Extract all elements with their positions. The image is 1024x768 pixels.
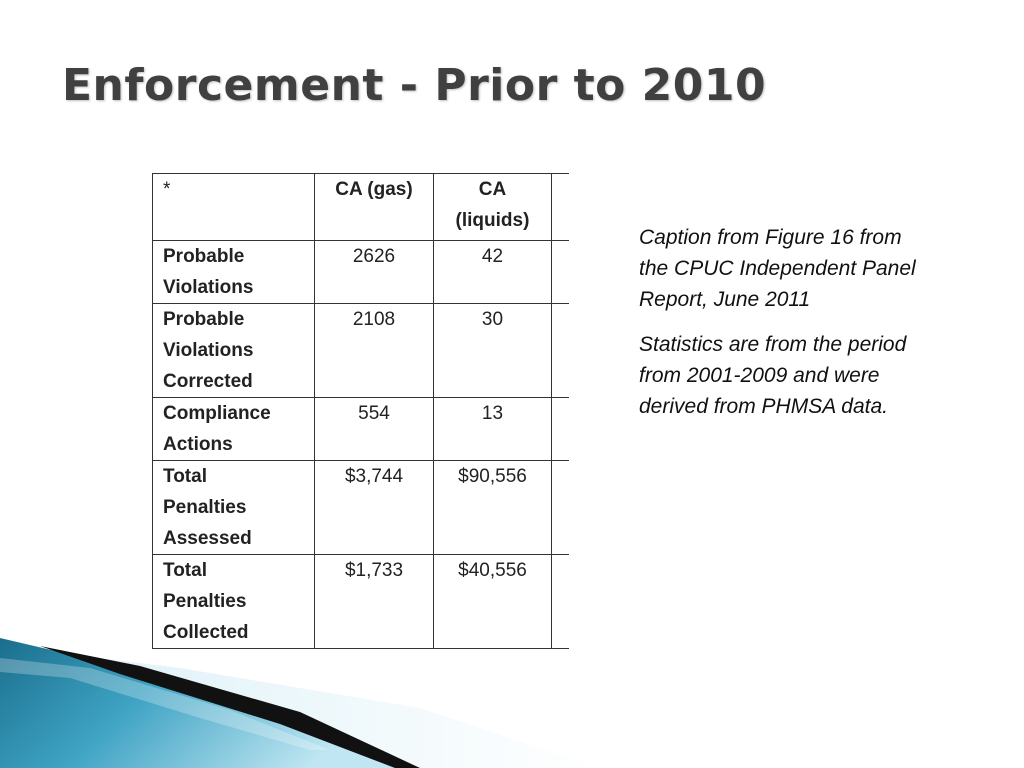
caption-block (639, 222, 929, 436)
row-label: Total Penalties Assessed (153, 461, 315, 555)
table-edge-cell (552, 555, 569, 649)
table-header-row (153, 174, 569, 241)
cell-ca-liquids: $90,556 (434, 461, 552, 555)
table-row (153, 461, 569, 555)
cell-ca-liquids: 42 (434, 241, 552, 304)
cell-ca-liquids: 13 (434, 398, 552, 461)
table-row (153, 398, 569, 461)
row-label: Probable Violations Corrected (153, 304, 315, 398)
cell-ca-gas: $1,733 (315, 555, 434, 649)
enforcement-table-container (152, 173, 568, 649)
table-row (153, 304, 569, 398)
table-edge-cell (552, 241, 569, 304)
row-label: Total Penalties Collected (153, 555, 315, 649)
cell-ca-gas: $3,744 (315, 461, 434, 555)
table-edge-cell (552, 461, 569, 555)
cell-ca-liquids: $40,556 (434, 555, 552, 649)
table-edge-cell (552, 304, 569, 398)
cell-ca-gas: 554 (315, 398, 434, 461)
table-row (153, 555, 569, 649)
figure-caption: Caption from Figure 16 from the CPUC Independent Panel Report, June 2011 (639, 226, 916, 311)
row-label: Compliance Actions (153, 398, 315, 461)
slide-title: Enforcement - Prior to 2010 (62, 60, 767, 111)
table-edge-cell (552, 174, 569, 241)
table-row (153, 241, 569, 304)
table-header-corner: * (153, 174, 315, 241)
table-header-ca-gas: CA (gas) (315, 174, 434, 241)
cell-ca-gas: 2108 (315, 304, 434, 398)
enforcement-table (152, 173, 569, 649)
cell-ca-liquids: 30 (434, 304, 552, 398)
decorative-ribbon (0, 638, 1024, 768)
statistics-note: Statistics are from the period from 2001-2009 and were derived from PHMSA data. (639, 333, 907, 418)
row-label: Probable Violations (153, 241, 315, 304)
table-edge-cell (552, 398, 569, 461)
table-header-ca-liquids: CA (liquids) (434, 174, 552, 241)
cell-ca-gas: 2626 (315, 241, 434, 304)
